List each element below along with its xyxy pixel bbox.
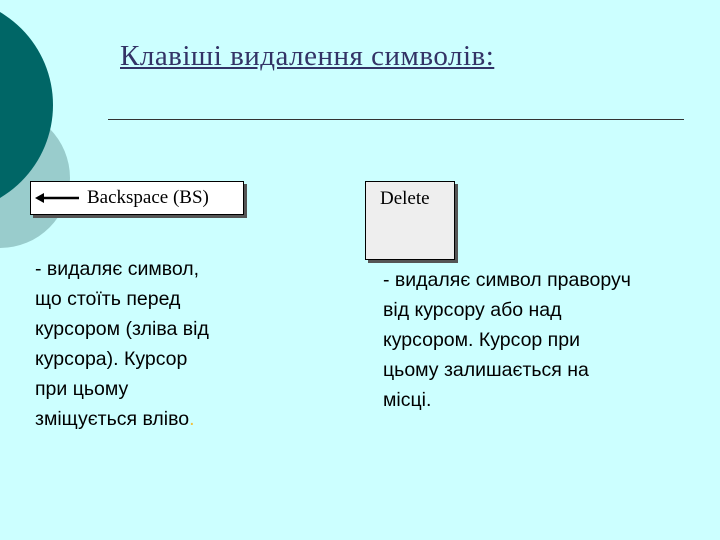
trailing-dot: . bbox=[189, 408, 195, 430]
delete-description bbox=[383, 265, 683, 415]
description-line: місці. bbox=[383, 389, 432, 411]
description-line: курсором. Курсор при bbox=[383, 329, 580, 351]
delete-key-label: Delete bbox=[380, 188, 430, 209]
left-arrow-icon bbox=[35, 191, 81, 205]
description-text: зміщується вліво bbox=[35, 408, 190, 430]
backspace-key bbox=[30, 181, 244, 215]
delete-key bbox=[365, 181, 455, 260]
description-line: при цьому bbox=[35, 378, 129, 400]
backspace-description bbox=[35, 254, 265, 434]
description-line: що стоїть перед bbox=[35, 288, 181, 310]
decorative-circles bbox=[0, 0, 110, 280]
slide-title: Клавіші видалення символів: bbox=[120, 40, 495, 72]
description-line: від курсору або над bbox=[383, 299, 562, 321]
title-divider bbox=[108, 119, 684, 120]
description-line: цьому залишається на bbox=[383, 359, 589, 381]
description-line: курсором (зліва від bbox=[35, 318, 209, 340]
backspace-key-label: Backspace (BS) bbox=[87, 187, 209, 208]
description-line-last bbox=[35, 404, 265, 434]
description-line: - видаляє символ праворуч bbox=[383, 269, 631, 291]
description-line: - видаляє символ, bbox=[35, 258, 200, 280]
description-line: курсора). Курсор bbox=[35, 348, 188, 370]
